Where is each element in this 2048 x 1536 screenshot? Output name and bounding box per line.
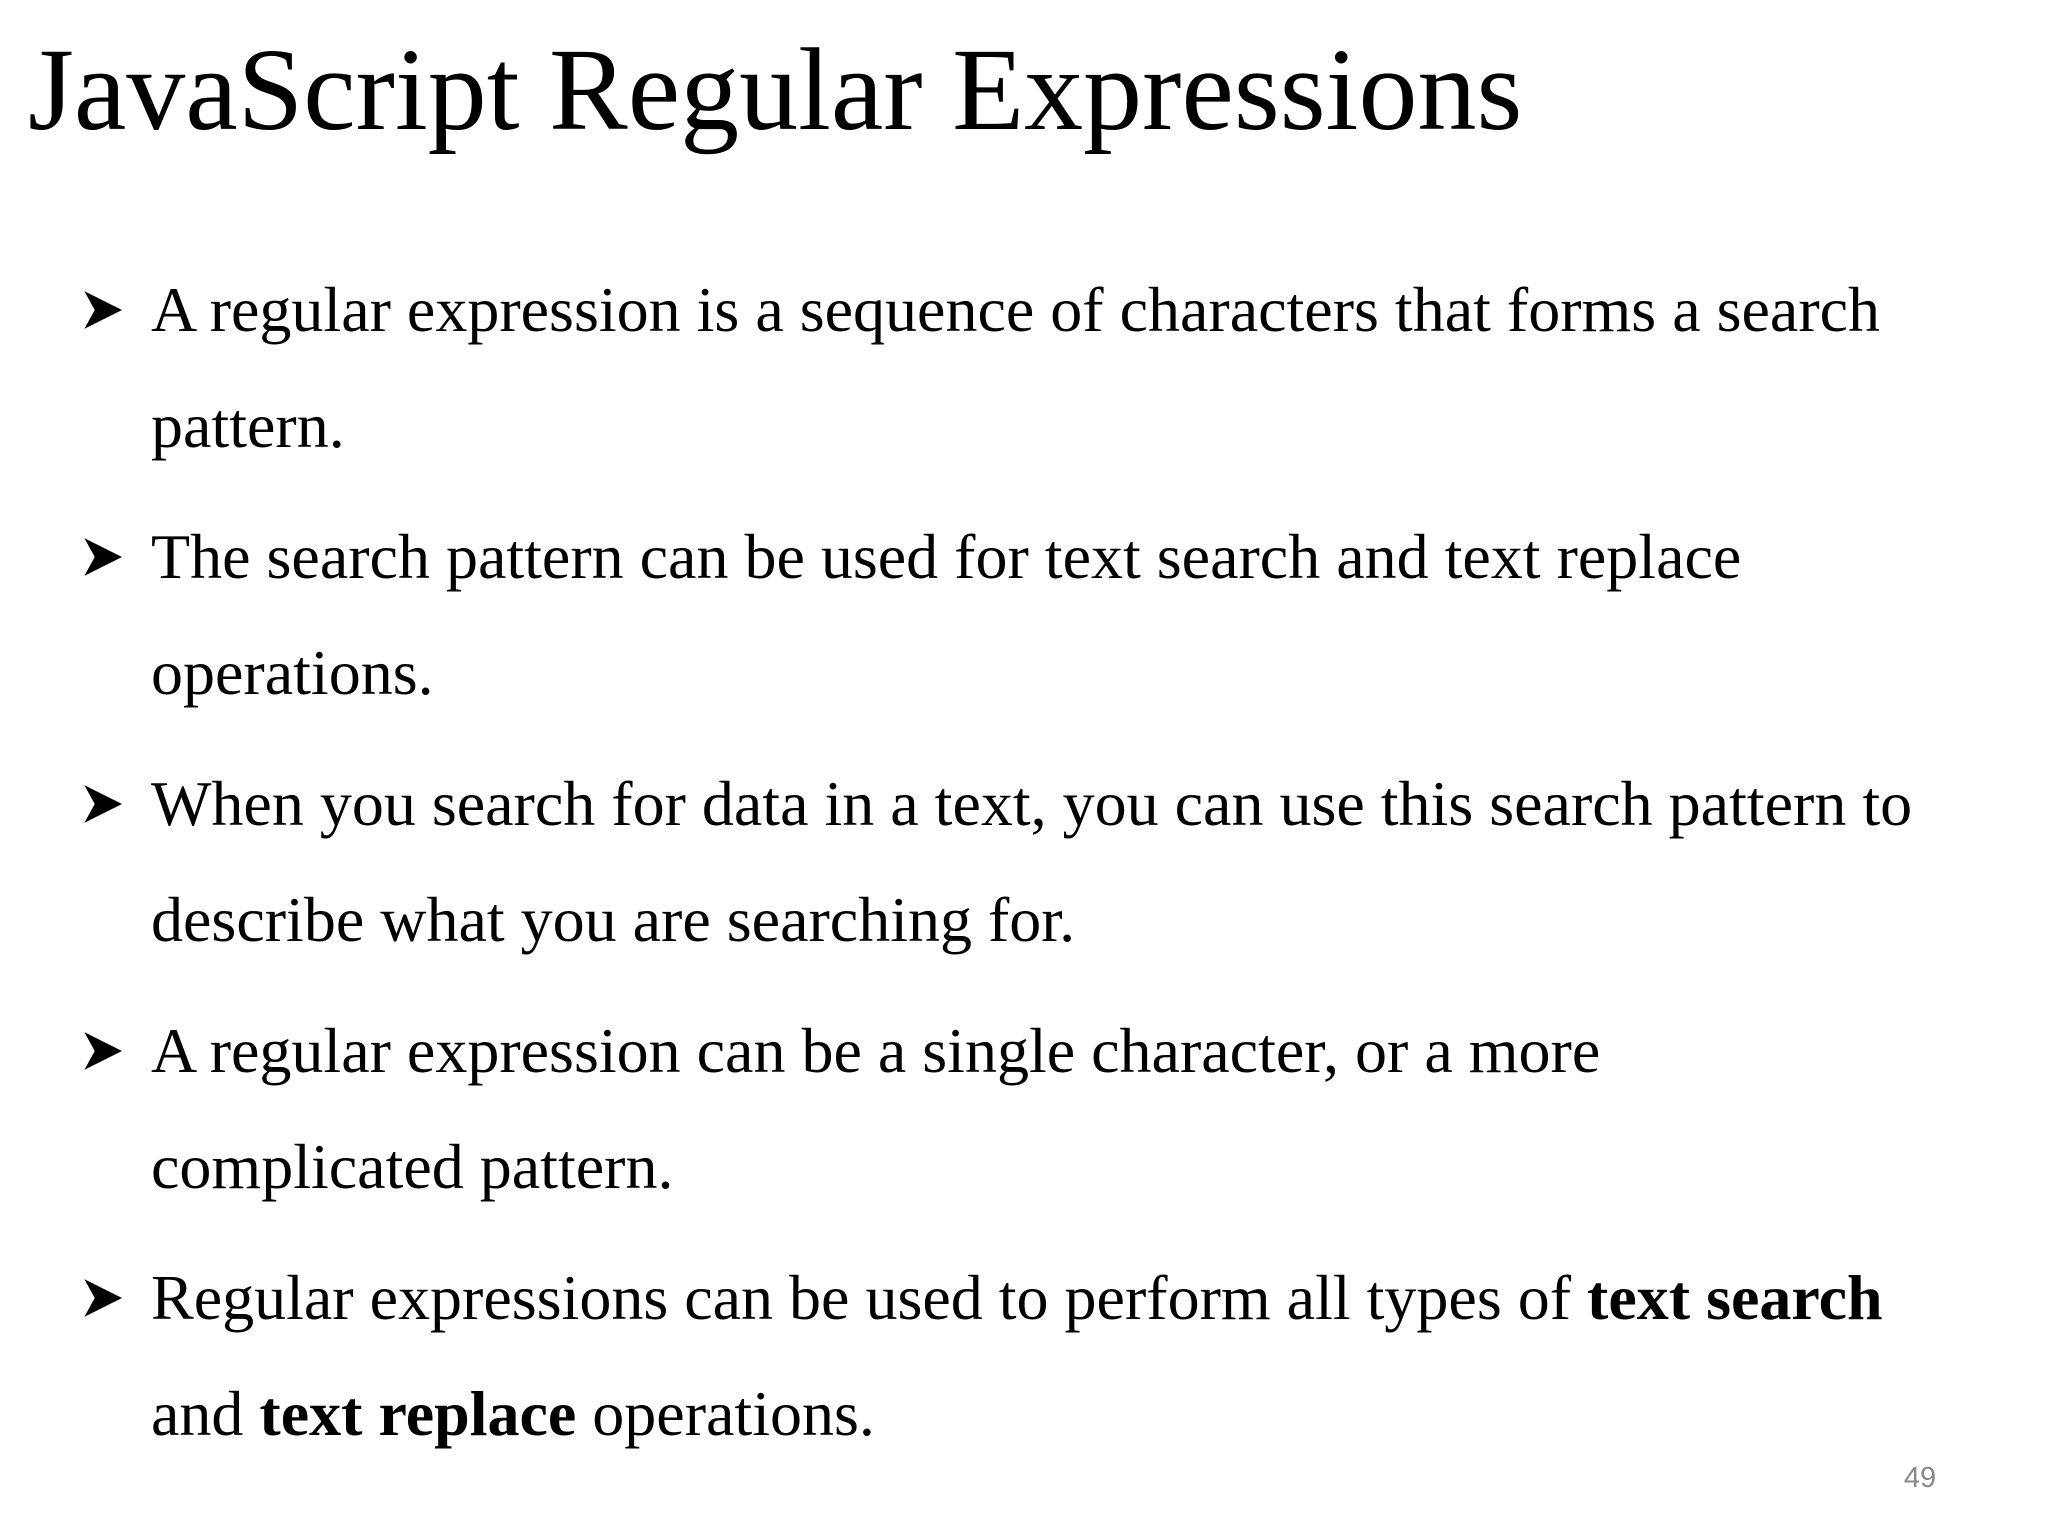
- bullet-text-end: operations.: [576, 1378, 875, 1449]
- bullet-item: [78, 993, 1911, 1225]
- bullet-list: [78, 252, 1978, 1487]
- arrow-bullet-icon: [78, 1274, 126, 1322]
- bullet-text: The search pattern can be used for text search and text replace operations.: [151, 521, 1742, 708]
- arrow-bullet-icon: [78, 1027, 126, 1075]
- bullet-item: [78, 252, 1931, 484]
- bullet-item: [78, 746, 1931, 978]
- page-number: 49: [1903, 1462, 1937, 1494]
- bullet-item: [78, 1240, 1951, 1472]
- arrow-bullet-icon: [78, 780, 126, 828]
- bullet-text-middle: and: [151, 1378, 260, 1449]
- bullet-text: A regular expression is a sequence of characters that forms a search pattern.: [151, 274, 1881, 461]
- arrow-bullet-icon: [78, 286, 126, 334]
- bold-term-text-search: text search: [1587, 1262, 1883, 1333]
- bullet-text: When you search for data in a text, you can use this search pattern to describe what you are searching for.: [151, 768, 1913, 955]
- bullet-text-start: Regular expressions can be used to perform all types of: [151, 1262, 1588, 1333]
- bold-term-text-replace: text replace: [259, 1378, 577, 1449]
- bullet-item: [78, 499, 1971, 731]
- slide-title: JavaScript Regular Expressions: [28, 24, 1523, 155]
- arrow-bullet-icon: [78, 533, 126, 581]
- bullet-text: A regular expression can be a single character, or a more complicated pattern.: [151, 1015, 1601, 1202]
